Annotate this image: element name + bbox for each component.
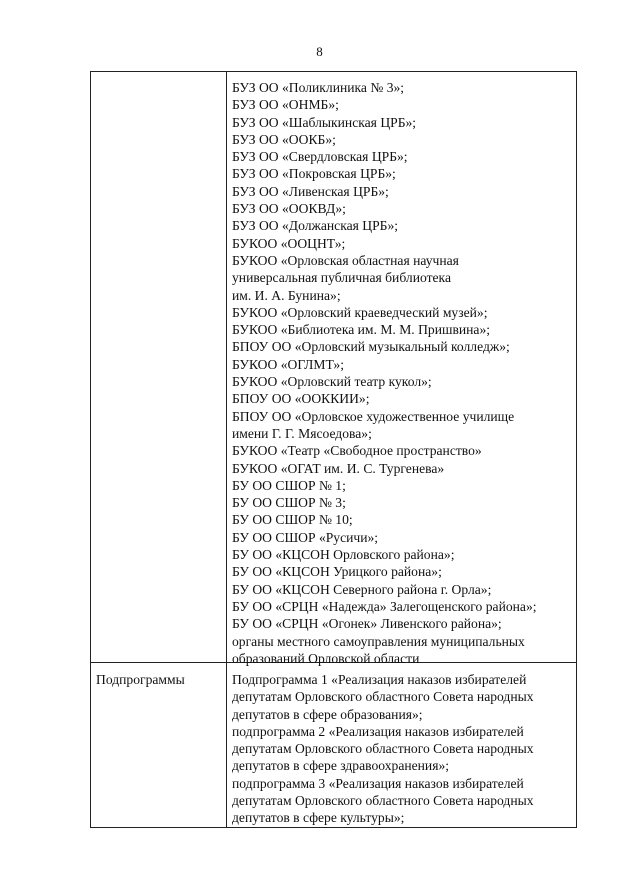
- subprogram-line: депутатам Орловского областного Совета народных: [232, 741, 534, 757]
- program-table: [90, 71, 577, 828]
- subprogram-line: депутатам Орловского областного Совета народных: [232, 689, 534, 705]
- executor-line: БУКОО «ОГАТ им. И. С. Тургенева»: [232, 460, 445, 476]
- subprogram-line: депутатов в сфере образования»;: [232, 706, 423, 722]
- executor-line: им. И. А. Бунина»;: [232, 287, 341, 303]
- executor-line: БУЗ ОО «Должанская ЦРБ»;: [232, 218, 399, 234]
- executor-line: БУ ОО «СРЦН «Огонек» Ливенского района»;: [232, 616, 502, 632]
- executor-line: БУКОО «ОГЛМТ»;: [232, 356, 344, 372]
- executor-line: БУЗ ОО «Свердловская ЦРБ»;: [232, 149, 408, 165]
- executor-line: БУЗ ОО «Шаблыкинская ЦРБ»;: [232, 114, 417, 130]
- executor-line: БУКОО «Библиотека им. М. М. Пришвина»;: [232, 322, 491, 338]
- executor-line: БПОУ ОО «Орловский музыкальный колледж»;: [232, 339, 510, 355]
- subprograms-cell: [232, 671, 574, 827]
- executor-line: БУЗ ОО «ООКБ»;: [232, 131, 336, 147]
- executor-line: имени Г. Г. Мясоедова»;: [232, 425, 372, 441]
- subprograms-label: Подпрограммы: [96, 672, 185, 687]
- executor-line: БУЗ ОО «Ливенская ЦРБ»;: [232, 183, 389, 199]
- page-number: 8: [316, 44, 323, 59]
- subprogram-line: подпрограмма 2 «Реализация наказов избирателей: [232, 723, 524, 739]
- executor-line: БУЗ ОО «ООКВД»;: [232, 201, 346, 217]
- executor-line: БУ ОО СШОР № 3;: [232, 495, 346, 511]
- executors-cell: [232, 79, 574, 667]
- executor-line: БУ ОО СШОР № 10;: [232, 512, 353, 528]
- executor-line: БУ ОО «КЦСОН Северного района г. Орла»;: [232, 581, 492, 597]
- subprogram-line: депутатов в сфере культуры»;: [232, 810, 405, 826]
- subprogram-line: подпрограмма 3 «Реализация наказов избирателей: [232, 775, 524, 791]
- executor-line: БУЗ ОО «Покровская ЦРБ»;: [232, 166, 396, 182]
- executor-line: БУКОО «ООЦНТ»;: [232, 235, 346, 251]
- subprogram-line: депутатам Орловского областного Совета народных: [232, 793, 534, 809]
- executor-line: БУКОО «Орловский театр кукол»;: [232, 374, 432, 390]
- executor-line: органы местного самоуправления муниципальных: [232, 633, 525, 649]
- subprogram-line: депутатов в сфере здравоохранения»;: [232, 758, 450, 774]
- executor-line: БУ ОО «КЦСОН Урицкого района»;: [232, 564, 442, 580]
- executor-line: БПОУ ОО «ООККИИ»;: [232, 391, 370, 407]
- executor-line: БУКОО «Театр «Свободное пространство»: [232, 443, 482, 459]
- executor-line: БУКОО «Орловский краеведческий музей»;: [232, 304, 488, 320]
- column-divider: [226, 72, 227, 827]
- executor-line: универсальная публичная библиотека: [232, 270, 451, 286]
- executor-line: БУКОО «Орловская областная научная: [232, 252, 459, 268]
- executor-line: БУ ОО «СРЦН «Надежда» Залегощенского района»;: [232, 598, 537, 614]
- executor-line: БУЗ ОО «Поликлиника № 3»;: [232, 80, 405, 95]
- executor-line: БПОУ ОО «Орловское художественное училище: [232, 408, 515, 424]
- executor-line: БУ ОО СШОР № 1;: [232, 477, 346, 493]
- executor-line: БУЗ ОО «ОНМБ»;: [232, 97, 339, 113]
- executor-line: образований Орловской области: [232, 650, 420, 666]
- executor-line: БУ ОО «КЦСОН Орловского района»;: [232, 547, 455, 563]
- executor-line: БУ ОО СШОР «Русичи»;: [232, 529, 379, 545]
- subprogram-line: Подпрограмма 1 «Реализация наказов избирателей: [232, 672, 527, 687]
